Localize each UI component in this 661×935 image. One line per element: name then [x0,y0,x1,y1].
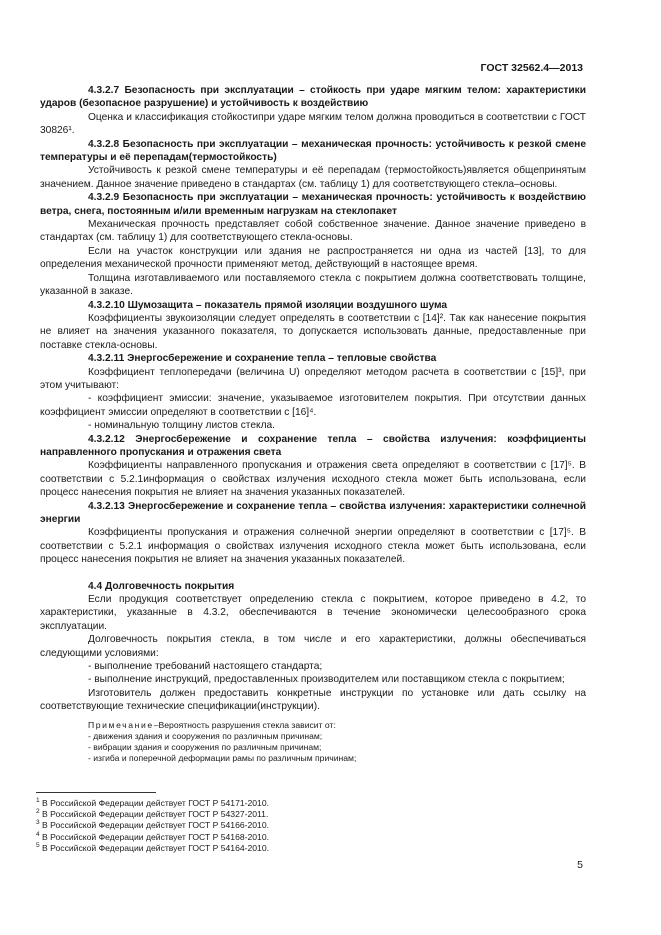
note-label: Примечание [88,719,154,730]
body-text [40,84,586,765]
section-heading: 4.3.2.9 Безопасность при эксплуатации – механическая прочность: устойчивость к воздействию ветра, снега, постоянным и/или временным нагрузкам на стеклопакет [40,192,586,217]
footnote [36,798,269,809]
note-item: - вибрации здания и сооружения по различным причинам; [88,742,322,753]
page-number: 5 [577,859,583,871]
section-heading: 4.3.2.7 Безопасность при эксплуатации – стойкость при ударе мягким телом: характеристики ударов (безопасное разрушение) и устойчивость к воздействию [40,85,586,110]
paragraph: Коэффициент теплопередачи (величина U) определяют методом расчета в соответствии с [15]³, при этом учитывают: [40,366,586,391]
footnote [36,820,269,831]
footnote-text: В Российской Федерации действует ГОСТ Р 54164-2010. [42,842,269,853]
footnote-number: 4 [36,830,40,838]
footnote [36,809,269,820]
paragraph: Коэффициенты направленного пропускания и отражения света определяют в соответствии с [17]⁵. В соответствии с 5.2.1информация о свойствах излучения исходного стекла может быть использована, если процесс нанесения покрытия не влияет на значения указанных показателей. [40,460,586,499]
footnote-divider [36,792,156,793]
footnote-text: В Российской Федерации действует ГОСТ Р 54168-2010. [42,831,269,842]
footnote-number: 5 [36,841,40,849]
paragraph: Долговечность покрытия стекла, в том числе и его характеристики, должны обеспечиваться следующими условиями: [40,634,586,659]
paragraph: - номинальную толщину листов стекла. [88,420,276,432]
paragraph: Механическая прочность представляет собой собственное значение. Данное значение приведено в стандартах (см. таблицу 1) для соответствующего стекла-основы. [40,219,586,244]
section-heading: 4.3.2.12 Энергосбережение и сохранение тепла – свойства излучения: коэффициенты направленного пропускания и отражения света [40,433,586,458]
note-item: - движения здания и сооружения по различным причинам; [88,730,323,741]
footnote-number: 3 [36,819,40,827]
footnote-number: 2 [36,808,40,816]
footnote-number: 1 [36,797,40,805]
footnote [36,832,269,843]
footnote [36,843,269,854]
footnote-text: В Российской Федерации действует ГОСТ Р 54171-2010. [42,798,269,808]
note-item: - изгиба и поперечной деформации рамы по различным причинам; [88,753,357,764]
paragraph: - выполнение требований настоящего стандарта; [88,661,323,673]
section-heading: 4.4 Долговечность покрытия [88,580,235,592]
paragraph: Изготовитель должен предоставить конкретные инструкции по установке или дать ссылку на соответствующие технические спецификации(инструкции). [40,687,586,713]
footnote-text: В Российской Федерации действует ГОСТ Р 54327-2011. [42,809,269,820]
section-gap [40,567,586,580]
paragraph: Толщина изготавливаемого или поставляемого стекла с покрытием должна соответствовать толщине, указанной в заказе. [40,272,586,298]
note-heading [40,720,586,731]
paragraph: Если на участок конструкции или здания не распространяется ни одна из частей [13], то для определения механической прочности применяют метод, действующий в настоящее время. [40,245,586,271]
paragraph: Коэффициенты звукоизоляции следует определять в соответствии с [14]². Так как нанесение покрытия не влияет на значения указанного показателя, то допускается использовать данные, предоставленные при поставке стекла-основы. [40,312,586,351]
section-heading: 4.3.2.13 Энергосбережение и сохранение тепла – свойства излучения: характеристики солнечной энергии [40,500,586,525]
section-heading: 4.3.2.10 Шумозащита – показатель прямой изоляции воздушного шума [88,299,448,311]
paragraph: Устойчивость к резкой смене температуры и её перепадам (термостойкость)является общепринятым значением. Данное значение приведено в стандартах (см. таблицу 1) для соответствующего стекла–основы. [40,165,586,190]
note-text: –Вероятность разрушения стекла зависит от: [153,719,336,730]
paragraph: Если продукция соответствует определению стекла с покрытием, которое приведено в 4.2, то характеристики, указанные в 4.3.2, обеспечиваются в течение экономически целесообразного срока эксплуатации. [40,594,586,632]
footnote-text: В Российской Федерации действует ГОСТ Р 54166-2010. [42,820,269,831]
paragraph: Коэффициенты пропускания и отражения солнечной энергии определяют в соответствии с [17]⁵. В соответствии с 5.2.1 информация о свойствах излучения исходного стекла может быть использована, если процесс нанесения покрытия не влияет на значения указанных показателей. [40,527,586,566]
footnotes [36,798,269,854]
section-heading: 4.3.2.8 Безопасность при эксплуатации – механическая прочность: устойчивость к резкой смене температуры и её перепадам(термостойкость) [40,138,586,164]
paragraph-list [40,84,586,714]
paragraph: - выполнение инструкций, предоставленных производителем или поставщиком стекла с покрытием; [88,674,565,686]
paragraph: Оценка и классификация стойкостипри ударе мягким телом должна проводиться в соответствии с ГОСТ 30826¹. [40,111,586,137]
document-header: ГОСТ 32562.4—2013 [480,62,583,74]
note-block [40,720,586,765]
paragraph: - коэффициент эмиссии: значение, указываемое изготовителем покрытия. При отсутствии данных коэффициент эмиссии определяют в соответствии с [16]⁴. [40,393,586,418]
section-heading: 4.3.2.11 Энергосбережение и сохранение тепла – тепловые свойства [88,353,437,365]
